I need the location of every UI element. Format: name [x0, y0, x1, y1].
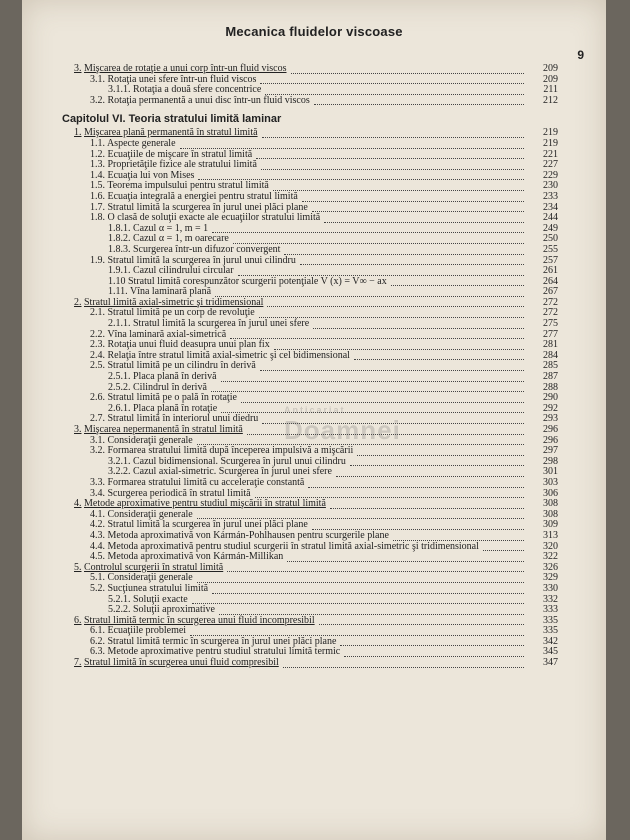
toc-entry-number: 2.6.: [90, 392, 105, 404]
toc-entry-title: Cazul α = 1, m oarecare: [133, 233, 229, 245]
toc-entry-title: Rotaţia a două sfere concentrice: [133, 84, 262, 96]
toc-entry-number: 1.4.: [90, 169, 105, 181]
toc-entry-title: Consideraţii generale: [107, 508, 193, 520]
toc-entry-page: 233: [543, 190, 558, 202]
toc-entry-page: 326: [543, 561, 558, 573]
toc-entry-number: 1.10: [108, 275, 126, 287]
toc-entry-page: 308: [543, 498, 558, 510]
toc-entry-page: 322: [543, 551, 558, 563]
toc-entry-page: 345: [543, 646, 558, 658]
toc-entry-number: 2.3.: [90, 339, 105, 351]
toc-entry-title: Metoda aproximativă von Kármán-Pohlhausen pentru scurgerile plane: [107, 529, 389, 541]
toc-entry-number: 2.6.1.: [108, 402, 131, 414]
toc-entry-title: Scurgerea într-un difuzor convergent: [133, 243, 281, 255]
toc-entry-title: Cilindrul în derivă: [133, 381, 207, 393]
toc-entry-title: Formarea stratului limită după începerea impulsivă a mişcării: [107, 445, 354, 457]
toc-entry: [22, 658, 606, 669]
toc-entry-page: 287: [543, 371, 558, 383]
toc-entry-page: 249: [543, 222, 558, 234]
toc-entry-number: 1.: [74, 127, 82, 139]
toc-entry-number: 4.2.: [90, 519, 105, 531]
toc-entry-title: Scurgerea periodică în stratul limită: [107, 487, 251, 499]
toc-entry-title: Ecuaţia integrală a energiei pentru stratul limită: [107, 190, 298, 202]
toc-entry-page: 308: [543, 508, 558, 520]
toc-entry-number: 5.: [74, 561, 82, 573]
toc-entry-title: Stratul limită în interiorul unui diedru: [107, 413, 259, 425]
toc-entry-page: 221: [543, 148, 558, 160]
toc-entry-page: 272: [543, 296, 558, 308]
toc-entry-title: Aspecte generale: [106, 137, 176, 149]
toc-entry-page: 284: [543, 349, 558, 361]
toc-entry-page: 250: [543, 233, 558, 245]
toc-entry-page: 229: [543, 169, 558, 181]
toc-entry-title: Mişcarea de rotaţie a unui corp într-un fluid viscos: [84, 63, 287, 74]
toc-entry-page: 306: [543, 487, 558, 499]
toc-entry-title: Cazul bidimensional. Scurgerea în jurul unui cilindru: [133, 455, 346, 467]
toc-entry-page: 257: [543, 254, 558, 266]
toc-entry-title: Stratul limită pe un cilindru în derivă: [107, 360, 256, 372]
toc-entry-title: Metoda aproximativă pentru studiul scurgerii în stratul limită axial-simetric şi tridimensional: [107, 540, 479, 552]
toc-entry-page: 342: [543, 635, 558, 647]
toc-entry-page: 320: [543, 540, 558, 552]
toc-entry-number: 4.3.: [90, 529, 105, 541]
toc-entry-number: 1.9.1.: [108, 265, 131, 277]
toc-entry-number: 1.8.3.: [108, 243, 131, 255]
toc-entry-number: 5.2.2.: [108, 604, 131, 616]
toc-entry-title: Metoda aproximativă von Kármán-Millikan: [107, 551, 284, 563]
toc-entry-number: 4.1.: [90, 508, 105, 520]
toc-entry-title: O clasă de soluţii exacte ale ecuaţiilor stratului limită: [107, 212, 321, 224]
toc-entry-page: 330: [543, 582, 558, 594]
toc-entry-number: 1.1.: [90, 137, 105, 149]
toc-entry-number: 2.5.2.: [108, 381, 131, 393]
toc-entry-number: 1.3.: [90, 159, 105, 171]
toc-entry-page: 333: [543, 604, 558, 616]
toc-entry-page: 309: [543, 519, 558, 531]
watermark: [284, 405, 401, 446]
toc-entry-title: Ecuaţia lui von Mises: [107, 169, 195, 181]
toc-entry-title: Mişcarea nepermanentă în stratul limită: [84, 424, 243, 435]
toc-entry-page: 264: [543, 275, 558, 287]
toc-entry-page: 335: [543, 625, 558, 637]
toc-entry-number: 6.2.: [90, 635, 105, 647]
toc-entry-page: 234: [543, 201, 558, 213]
toc-entry-title: Placa plană în rotaţie: [133, 402, 218, 414]
toc-entry-page: 298: [543, 455, 558, 467]
toc-entry-number: 3.3.: [90, 476, 105, 488]
toc-entry-title: Stratul limită pe o pală în rotaţie: [107, 392, 237, 404]
toc-entry: [22, 96, 606, 107]
toc-entry-number: 2.5.: [90, 360, 105, 372]
toc-entry-number: 4.: [74, 498, 82, 510]
toc-entry-page: 281: [543, 339, 558, 351]
toc-entry-title: Stratul limită în scurgerea unui fluid compresibil: [84, 657, 279, 669]
toc-entry-title: Teorema impulsului pentru stratul limită: [107, 180, 269, 192]
toc-entry-title: Rotaţia permanentă a unui disc într-un fluid viscos: [107, 94, 310, 106]
toc-entry-number: 3.4.: [90, 487, 105, 499]
toc-entry-page: 212: [543, 94, 558, 106]
toc-entry-title: Soluţii exacte: [133, 593, 188, 605]
toc-entry-page: 292: [543, 402, 558, 414]
toc-entry-page: 219: [543, 127, 558, 139]
toc-entry-title: Placa plană în derivă: [133, 371, 217, 383]
toc-entry-number: 2.1.: [90, 307, 105, 319]
toc-entry-title: Controlul scurgerii în stratul limită: [84, 561, 224, 573]
toc-entry-title: Stratul limită la scurgerea în jurul unei plăci plane: [107, 201, 308, 213]
toc-entry-title: Stratul limită termic în scurgerea unui fluid incompresibil: [84, 614, 315, 626]
toc-entry-page: 296: [543, 424, 558, 435]
toc-entry-page: 303: [543, 476, 558, 488]
table-of-contents: [22, 64, 606, 669]
toc-entry-title: Formarea stratului limită cu acceleraţie constantă: [107, 476, 305, 488]
toc-entry-number: 1.5.: [90, 180, 105, 192]
toc-entry-number: 2.2.: [90, 328, 105, 340]
toc-entry-number: 5.2.: [90, 582, 105, 594]
toc-entry-number: 3.2.2.: [108, 466, 131, 478]
toc-entry-page: 332: [543, 593, 558, 605]
toc-entry-title: Consideraţii generale: [107, 434, 193, 446]
toc-entry-page: 277: [543, 328, 558, 340]
toc-entry-page: 255: [543, 243, 558, 255]
toc-entry-title: Stratul limită termic în scurgerea în jurul unei plăci plane: [107, 635, 337, 647]
toc-entry-number: 1.8.1.: [108, 222, 131, 234]
toc-entry-number: Capitolul VI.: [62, 113, 126, 126]
toc-entry-number: 1.9.: [90, 254, 105, 266]
toc-entry-title: Cazul axial-simetric. Scurgerea în jurul unei sfere: [133, 466, 332, 478]
toc-entry-title: Sucţiunea stratului limită: [107, 582, 209, 594]
toc-entry-title: Consideraţii generale: [107, 572, 193, 584]
toc-entry-number: 3.: [74, 424, 82, 435]
toc-entry-number: 5.2.1.: [108, 593, 131, 605]
toc-entry-page: 230: [543, 180, 558, 192]
toc-entry-page: 285: [543, 360, 558, 372]
toc-entry-number: 4.5.: [90, 551, 105, 563]
toc-entry-page: 329: [543, 572, 558, 584]
toc-entry-page: 335: [543, 614, 558, 626]
watermark-sub: Anticariat: [284, 405, 346, 415]
toc-entry-page: 211: [543, 84, 558, 96]
page-number: 9: [577, 48, 584, 62]
toc-entry-number: 6.: [74, 614, 82, 626]
toc-entry-title: Stratul limită la scurgerea în jurul unei plăci plane: [107, 519, 308, 531]
toc-entry-title: Metode aproximative pentru studiul mişcării în stratul limită: [84, 498, 326, 510]
leader-dots: [283, 656, 524, 668]
toc-entry-number: 5.1.: [90, 572, 105, 584]
toc-entry-number: 1.8.: [90, 212, 105, 224]
toc-entry-number: 1.2.: [90, 148, 105, 160]
toc-entry-title: Ecuaţiile de mişcare în stratul limită: [107, 148, 253, 160]
toc-entry-number: 1.8.2.: [108, 233, 131, 245]
toc-entry-title: Stratul limită pe un corp de revoluţie: [107, 307, 255, 319]
toc-entry-number: 1.6.: [90, 190, 105, 202]
toc-entry-number: 3.2.1.: [108, 455, 131, 467]
toc-entry-number: 2.7.: [90, 413, 105, 425]
toc-entry-page: 272: [543, 307, 558, 319]
toc-entry-title: Stratul limită la scurgerea în jurul unui cilindru: [107, 254, 296, 266]
toc-entry-title: Mişcarea plană permanentă în stratul limită: [84, 127, 258, 139]
toc-entry-number: 3.2.: [90, 445, 105, 457]
toc-entry-number: 3.1.: [90, 73, 105, 85]
toc-entry-title: Soluţii aproximative: [133, 604, 215, 616]
toc-entry-title: Metode aproximative pentru studiul stratului limită termic: [107, 646, 341, 658]
toc-entry-title: Rotaţia unui fluid deasupra unui plan fix: [107, 339, 270, 351]
toc-entry-page: 275: [543, 318, 558, 330]
toc-entry-title: Stratul limită la scurgerea în jurul unei sfere: [133, 318, 310, 330]
toc-entry-title: Stratul limită corespunzător scurgerii potenţiale V (x) = V∞ − ax: [128, 275, 387, 287]
toc-entry-page: 244: [543, 212, 558, 224]
toc-entry-page: 301: [543, 466, 558, 478]
toc-entry-title: Stratul limită axial-simetric şi tridimensional: [84, 296, 264, 308]
toc-entry-page: 209: [543, 73, 558, 85]
toc-entry-number: 6.1.: [90, 625, 105, 637]
toc-entry-page: 297: [543, 445, 558, 457]
toc-entry-title: Proprietăţile fizice ale stratului limită: [107, 159, 257, 171]
toc-entry-number: 7.: [74, 657, 82, 669]
toc-entry-number: 3.1.1.: [108, 84, 131, 96]
book-page: [22, 0, 606, 840]
toc-entry-number: 2.: [74, 296, 82, 308]
toc-entry-page: 267: [543, 286, 558, 298]
watermark-text: Doamnei: [284, 415, 401, 445]
toc-entry-number: 2.5.1.: [108, 371, 131, 383]
toc-entry-number: 4.4.: [90, 540, 105, 552]
toc-entry-page: 261: [543, 265, 558, 277]
toc-entry-number: 3.1.: [90, 434, 105, 446]
page-header-title: Mecanica fluidelor viscoase: [225, 24, 403, 39]
toc-entry-page: 219: [543, 137, 558, 149]
toc-entry-page: 290: [543, 392, 558, 404]
toc-entry-number: 2.1.1.: [108, 318, 131, 330]
toc-entry-number: 3.: [74, 63, 82, 74]
toc-entry-title: Relaţia între stratul limită axial-simetric şi cel bidimensional: [107, 349, 350, 361]
toc-entry-title: Teoria stratului limită laminar: [128, 113, 282, 126]
toc-entry-title: Vîna laminară plană: [129, 286, 212, 298]
toc-entry-number: 1.7.: [90, 201, 105, 213]
toc-entry-page: 293: [543, 413, 558, 425]
leader-dots: [314, 94, 524, 106]
toc-entry-title: Rotaţia unei sfere într-un fluid viscos: [107, 73, 257, 85]
toc-entry-number: 6.3.: [90, 646, 105, 658]
toc-entry-number: 1.11.: [108, 286, 128, 298]
toc-entry-page: 313: [543, 529, 558, 541]
toc-entry-title: Cazul cilindrului circular: [133, 265, 234, 277]
toc-entry-page: 288: [543, 381, 558, 393]
toc-entry-title: Vîna laminară axial-simetrică: [107, 328, 227, 340]
toc-entry-page: 347: [543, 657, 558, 669]
toc-entry-title: Ecuaţiile problemei: [107, 625, 187, 637]
toc-entry-number: 2.4.: [90, 349, 105, 361]
toc-entry-page: 296: [543, 434, 558, 446]
toc-entry-title: Cazul α = 1, m = 1: [133, 222, 209, 234]
toc-entry-page: 227: [543, 159, 558, 171]
toc-entry-number: 3.2.: [90, 94, 105, 106]
toc-entry-page: 209: [543, 63, 558, 74]
